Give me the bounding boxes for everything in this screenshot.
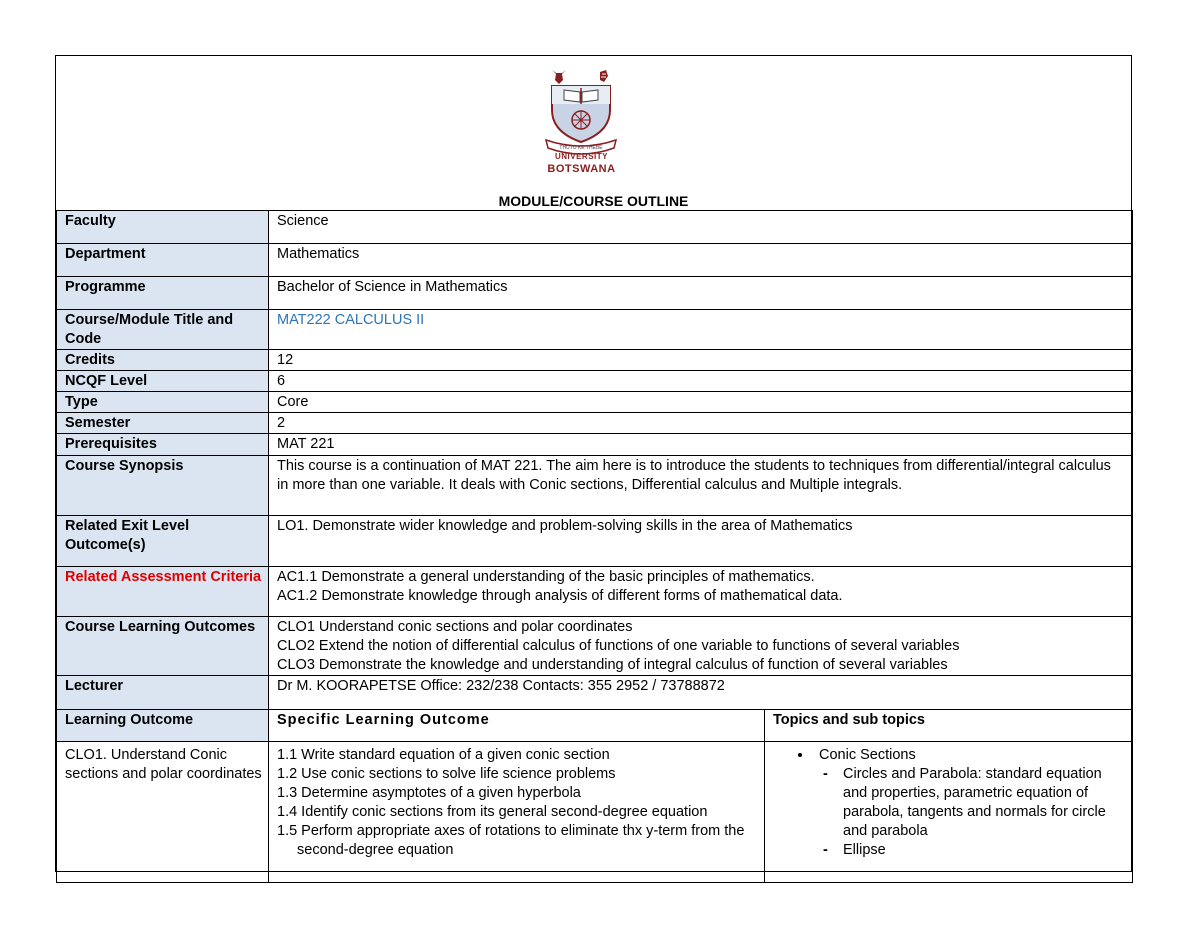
subtopic-item: - Ellipse xyxy=(823,841,1126,860)
department-value: Mathematics xyxy=(269,244,1133,277)
row-faculty xyxy=(57,211,1133,244)
programme-label: Programme xyxy=(57,277,269,310)
topic-item xyxy=(813,746,1126,860)
specific-outcome-item: 1.2 Use conic sections to solve life science problems xyxy=(277,766,616,782)
specific-outcome-item: 1.5 Perform appropriate axes of rotations to eliminate thx y-term from the second-degree equation xyxy=(277,823,745,858)
credits-value: 12 xyxy=(269,350,1133,371)
subtopics-list xyxy=(819,765,1126,860)
university-crest-logo xyxy=(542,68,620,178)
learning-outcomes-label: Course Learning Outcomes xyxy=(57,617,269,676)
specific-outcomes-cell xyxy=(269,742,765,883)
course-outline-table xyxy=(56,210,1133,883)
lecturer-value: Dr M. KOORAPETSE Office: 232/238 Contacts: 355 2952 / 73788872 xyxy=(269,676,1133,710)
assessment-line: AC1.1 Demonstrate a general understanding of the basic principles of mathematics. xyxy=(277,569,815,585)
row-synopsis xyxy=(57,456,1133,516)
prerequisites-label: Prerequisites xyxy=(57,434,269,456)
specific-learning-outcome-header: Specific Learning Outcome xyxy=(269,710,765,742)
learning-outcome-line: CLO1 Understand conic sections and polar coordinates xyxy=(277,619,633,635)
topics-cell xyxy=(765,742,1133,883)
row-exit-outcome xyxy=(57,516,1133,567)
university-name-line2: BOTSWANA xyxy=(547,163,616,175)
course-title-label: Course/Module Title and Code xyxy=(57,310,269,350)
semester-value: 2 xyxy=(269,413,1133,434)
row-clo1 xyxy=(57,742,1133,883)
row-department xyxy=(57,244,1133,277)
learning-outcomes-value xyxy=(269,617,1133,676)
synopsis-value: This course is a continuation of MAT 221. The aim here is to introduce the students to techniques from differential/integral calculus in more than one variable. It deals with Conic sections, Differential calculus and Multiple integrals. xyxy=(269,456,1133,516)
credits-label: Credits xyxy=(57,350,269,371)
document-frame xyxy=(55,55,1132,872)
faculty-label: Faculty xyxy=(57,211,269,244)
subtopic-item: - Circles and Parabola: standard equation and properties, parametric equation of parabola, tangents and normals for circle and parabola xyxy=(823,765,1126,841)
page-title: MODULE/COURSE OUTLINE xyxy=(498,193,689,209)
row-lecturer xyxy=(57,676,1133,710)
learning-outcome-header: Learning Outcome xyxy=(57,710,269,742)
learning-outcome-line: CLO2 Extend the notion of differential calculus of functions of one variable to functions of several variables xyxy=(277,638,960,654)
row-course-title xyxy=(57,310,1133,350)
university-name-line1: UNIVERSITY xyxy=(554,152,608,161)
exit-outcome-label: Related Exit Level Outcome(s) xyxy=(57,516,269,567)
row-type xyxy=(57,392,1133,413)
specific-outcome-item: 1.3 Determine asymptotes of a given hyperbola xyxy=(277,785,581,801)
row-assessment xyxy=(57,567,1133,617)
programme-value: Bachelor of Science in Mathematics xyxy=(269,277,1133,310)
department-label: Department xyxy=(57,244,269,277)
course-title-value: MAT222 CALCULUS II xyxy=(269,310,1133,350)
assessment-label: Related Assessment Criteria xyxy=(57,567,269,617)
exit-outcome-value: LO1. Demonstrate wider knowledge and problem-solving skills in the area of Mathematics xyxy=(269,516,1133,567)
row-programme xyxy=(57,277,1133,310)
specific-outcome-item: 1.1 Write standard equation of a given conic section xyxy=(277,747,610,763)
specific-outcome-item: 1.4 Identify conic sections from its general second-degree equation xyxy=(277,804,708,820)
lecturer-label: Lecturer xyxy=(57,676,269,710)
row-outcomes-header xyxy=(57,710,1133,742)
topics-list xyxy=(773,746,1126,860)
row-semester xyxy=(57,413,1133,434)
svg-text:THUTO KE THEBE: THUTO KE THEBE xyxy=(559,145,603,151)
row-ncqf xyxy=(57,371,1133,392)
semester-label: Semester xyxy=(57,413,269,434)
topics-header: Topics and sub topics xyxy=(765,710,1133,742)
ncqf-value: 6 xyxy=(269,371,1133,392)
type-value: Core xyxy=(269,392,1133,413)
row-learning-outcomes xyxy=(57,617,1133,676)
row-credits xyxy=(57,350,1133,371)
learning-outcome-line: CLO3 Demonstrate the knowledge and understanding of integral calculus of function of several variables xyxy=(277,657,948,673)
faculty-value: Science xyxy=(269,211,1133,244)
ncqf-label: NCQF Level xyxy=(57,371,269,392)
type-label: Type xyxy=(57,392,269,413)
header xyxy=(56,56,1131,210)
assessment-line: AC1.2 Demonstrate knowledge through analysis of different forms of mathematical data. xyxy=(277,588,843,604)
clo1-cell: CLO1. Understand Conic sections and polar coordinates xyxy=(57,742,269,883)
synopsis-label: Course Synopsis xyxy=(57,456,269,516)
row-prerequisites xyxy=(57,434,1133,456)
topic-label: Conic Sections xyxy=(819,747,916,763)
assessment-value xyxy=(269,567,1133,617)
prerequisites-value: MAT 221 xyxy=(269,434,1133,456)
